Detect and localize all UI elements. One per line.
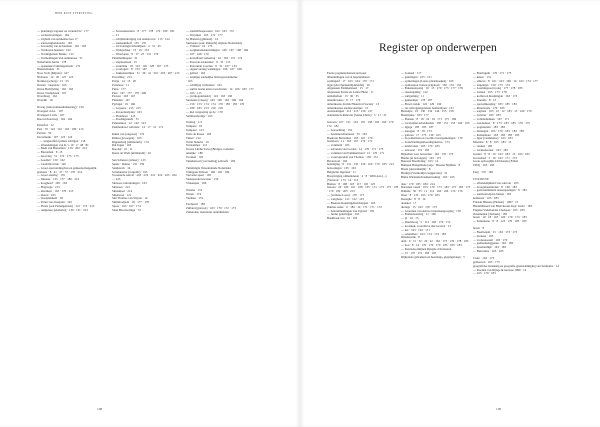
index-entry: Belgische Ogerand · 11 xyxy=(327,170,356,175)
index-entry: — Bomenwarsing · 11 · 160 xyxy=(401,212,436,217)
index-entry: — onderdak · 18 · 123 · 126 · 128 · 167 · 173 xyxy=(112,63,169,68)
index-entry: — rennen · 183 xyxy=(473,144,493,149)
index-entry: — pl · 16 · 15 xyxy=(401,216,419,221)
index-entry: — resuangdiing · 122 xyxy=(401,90,428,95)
index-entry: — Barnamen · E. 15 xyxy=(37,150,63,155)
index-entry: — schiltijng verbuieres · 163 xyxy=(186,82,222,87)
index-entry: Pure · 167 · 177 · 179 · 209 xyxy=(112,90,147,95)
index-entry: — Beeritelem · 15 · 163 · 173 · 173 xyxy=(473,229,518,234)
index-entry: — Groomen van Aslavo bruoniaangooging · 130 xyxy=(401,208,461,213)
index-entry: Biebe Wielandschaamenraaking · 163 · 165 xyxy=(401,174,455,179)
index-entry: afhandelingen van al hapelenduren xyxy=(327,74,370,79)
index-entry: — Kinndsene · 8 · 8 · 123 · 170 · 183 · 183 xyxy=(473,219,527,224)
index-entry: — Oraymen · 163 · 172 · 177 xyxy=(186,32,223,37)
index-entry: gelbeeven · 163 · 173 xyxy=(473,259,500,264)
index-entry: Zuilenden, daaronder onderhielden xyxy=(186,210,229,215)
index-entry: — vangbene · 121 · 122 · 123 xyxy=(327,197,364,201)
index-entry: — Vordingkrisen Bauke · 152 xyxy=(37,52,74,57)
index-entry: — voltebellehuen · 167 · 171 xyxy=(473,117,509,122)
index-entry: Waren · 174 xyxy=(186,191,201,196)
index-entry: — Keuredoormijnen Ryngde 4 Karsteren xyxy=(401,246,452,251)
index-entry: — bestemorellonieren · 55 · 163 xyxy=(327,131,367,136)
index-entry: Waams · 174 xyxy=(186,187,203,192)
index-entry: Ouer · 8 · 135 · 163 · 170 · 183 xyxy=(401,193,440,198)
index-entry: — anwoost · 174 · 183 xyxy=(401,147,430,152)
index-entry: Rimes (gevoegen) · 163 xyxy=(112,135,142,140)
index-entry: Vestepoede bewoner · 150 xyxy=(186,177,219,182)
index-entry: — koloalfatal verkering · 16 · 165 · 172 · 174 xyxy=(186,55,243,60)
index-entry: San Scheizer (arbuer) · 123 xyxy=(112,158,146,162)
index-entry: — (verbene Loon) · 170 · 173 xyxy=(327,193,364,198)
index-entry: ambsthaften · 13 · 30 · 35 xyxy=(327,94,359,99)
index-entry: Eerste pogmenplaatsen/antvoeer xyxy=(327,71,367,75)
index-entry: — Secessienatieve · 8 · 177 · 178 · 179 · 180 · 181 xyxy=(112,29,175,33)
index-entry: — 225 xyxy=(112,177,121,182)
index-entry: Beverstoel · 163 xyxy=(327,158,348,163)
index-entry: 172 · 182 xyxy=(327,123,339,128)
index-entry: Sentletech · 16 xyxy=(112,165,131,170)
index-entry: Engelse Vaderlandse Chalopes · 163 · 183 xyxy=(473,207,525,212)
index-entry: Dinsbereide · 8 xyxy=(401,235,420,240)
index-entry: — aangetaffen tyzburs schilgon · 118 xyxy=(39,138,86,143)
index-entry: Rut Ingen · 163 xyxy=(112,143,132,148)
index-entry: — Beenest Ronsmigebedchappen · 163 xyxy=(327,200,376,205)
index-entry: Totteanmos · 112 xyxy=(186,143,208,148)
index-entry: Friesde Historie (Heleen) · 1997 · 15 xyxy=(473,200,519,204)
index-entry: Brede (drevenheijm) · 8 xyxy=(401,167,431,172)
index-entry: besteloen · 11 · 163 · 167 · 170 · 171 xyxy=(327,139,373,144)
index-entry: dom · 6 · 15 · 32 · 20 · 22 · 162 · 173 · 170 · 178 · 183 xyxy=(401,239,469,244)
index-entry: — anoegen · 8 · 18 · 173 xyxy=(401,128,432,133)
index-entry: — gemilagen · 105 · 151 xyxy=(401,74,432,79)
index-entry: Overdin · 19 xyxy=(37,98,53,103)
index-entry: Ouwen · Oosterde · 163 xyxy=(37,82,67,87)
index-entry: Rooverdvoerweg · 162 · 164 xyxy=(37,116,73,121)
index-entry: — aagriest · 103 · 10 · 12 · 183 · 15 · 160 · 170 xyxy=(473,109,532,114)
index-entry: — volumen van Pammermond · 15 · 170 · 171 xyxy=(327,150,385,155)
index-column xyxy=(473,71,559,276)
index-entry: — beroving · 51 · 172 · 173 · 175 xyxy=(37,154,79,159)
index-entry: Nederlands Antlie · 178 xyxy=(37,59,67,64)
index-column xyxy=(37,30,97,213)
index-entry: Darreleer veselt · 163 · 170 · 173 · 183 · 173 · 183 · 173 xyxy=(401,185,471,190)
index-entry: — Diensboog · 5 · 113 · 160 · 170 · 172 xyxy=(401,220,451,225)
index-entry: — sterkaamholf · 135 · 170 xyxy=(112,40,146,45)
index-entry: — religieuze geladering · 130 · 131 · 213 xyxy=(37,207,88,212)
index-entry: Pottje · 14 · 15 · 20 xyxy=(112,78,136,83)
index-entry: Surrnaare (ook: Ruiterde) Alpines Nederlands xyxy=(186,40,243,45)
index-entry: — gemeenteuggenen · 163 · 183 xyxy=(473,241,514,246)
index-entry: Ciofe · 163 · 173 xyxy=(473,255,494,260)
index-entry: Sintsoos rolrederingen · 163 xyxy=(112,181,147,186)
index-entry: — (verijogenmaeld) · 124 · 163 · 160 xyxy=(186,94,233,99)
index-entry: — ferder gelevingen · 165 xyxy=(327,212,360,217)
index-entry: — huistenbare · 163 · 183 · 183 · 183 xyxy=(473,132,520,137)
index-entry: Smittitoeljede · 18 · 177 · 178 xyxy=(112,200,149,205)
index-entry: Tuinmingle Vereenidende Nederland xyxy=(186,165,231,170)
index-entry: Aantemisch-Rabroter (Sanse Chrits) · 3 · 17 · 21 xyxy=(327,113,387,118)
index-entry: — afhandelingen van R. v. 10 · 2 · 48 · 81 xyxy=(37,142,89,147)
index-entry: — bissingen · 163 · 170 · 183 · 183 · 183 xyxy=(473,128,524,133)
index-entry: — boeddel · 159 · 162 xyxy=(37,158,65,162)
index-entry: Pers · 70 · 123 · 161 · 163 · 180 · 213 xyxy=(37,127,84,132)
index-entry: Pelanenkoe · 12 · 102 · 123 xyxy=(112,121,146,126)
index-entry: horen · 8 xyxy=(473,226,484,231)
index-entry: Deaaghe · 8 · 8 · 14 xyxy=(401,197,426,201)
index-entry: — vermodeerzer · 163 · 183 xyxy=(473,147,508,152)
index-entry: Ouwe Bedrijvling · 162 · 163 xyxy=(37,86,74,91)
index-entry: — opsteekers familiegeslacht · 172 xyxy=(37,63,81,68)
index-entry: Paranfox · 12 xyxy=(37,123,54,128)
index-entry: — oorghebrokaanvullingen · 166 · 167 · 168 · 169 xyxy=(186,48,248,53)
index-entry: aardingeld · 17 · 163 · 164 · 170 · 171 xyxy=(327,78,374,83)
index-entry: Notities (scherp) · 15 · 23 xyxy=(37,78,69,83)
index-entry: — volument · 103 xyxy=(327,143,350,148)
index-entry: Overppel d.d.n. · 107 xyxy=(37,108,64,113)
running-head: HIER RUST STERVELING xyxy=(55,12,93,15)
index-entry: Scosteerde aanval · 218 · 219 · 221 · 222 · 223 · 224 xyxy=(112,173,177,178)
index-entry: Tempant · 123 xyxy=(186,128,204,133)
index-entry: — stepdoeltoen · 15 xyxy=(112,59,137,64)
index-entry: Overdloeg · 162 xyxy=(37,94,57,99)
index-entry: — Plaats (ook Pamelgebrien) · 121 · 173 · 213 xyxy=(37,204,95,209)
index-entry: bawoen · 107 · 151 · 154 · 155 · 158 · 163 · 169 · 170 xyxy=(327,120,394,125)
index-section-heading: CEROENE xyxy=(473,176,490,181)
index-entry: — 31 xyxy=(112,32,119,37)
index-entry: Noor Toch (Mijnen) · 107 xyxy=(37,71,69,76)
index-entry: Amerikaanse stedenconstipte · 15 xyxy=(327,105,369,110)
index-entry: — Baek van Barnamen · 159 · 202 · 212 xyxy=(37,146,87,151)
index-entry: — Borringelk · 170 · 171 · 175 xyxy=(473,71,512,75)
index-entry: horen · 10 · 18 · 165 · 160 · 170 · 173 · 183 xyxy=(473,215,527,220)
index-column xyxy=(327,71,399,221)
index-entry: — Grivnar · 183 · 183 xyxy=(473,113,501,118)
index-entry: daer · 170 · 183 · 184 · 214 xyxy=(401,181,435,186)
index-entry: Testa de Rosse · 163 xyxy=(186,131,212,136)
index-entry: — ligsge · 183 · 185 · 187 xyxy=(401,124,434,129)
index-entry: Pieterhemkopen · 31 xyxy=(112,55,138,60)
index-entry: — Kneddo · 8 · 13 xyxy=(473,97,497,102)
index-entry: Smersoon · 121 xyxy=(112,192,132,197)
index-entry: beleniging · 8 · 131 · 135 · 150 · 160 · 170 · 183 · 213 xyxy=(327,162,394,167)
page-number: 109 xyxy=(496,407,502,411)
index-entry: — meetheer · 163 · 170 · 213 xyxy=(37,188,74,193)
index-entry: — verdeelwoningen · 164 xyxy=(37,32,69,37)
index-entry: Boekhoek van · 10 · 103 xyxy=(327,216,358,221)
index-entry: Pacaamenk · 107 · 123 · 124 xyxy=(37,134,73,139)
index-entry: Ruimte ouder · 6 · 182 · 14 · 171 · 171 · 172 xyxy=(327,204,382,209)
index-entry: Peelmenbool verbinde · 14 · 17 · 31 · 171 xyxy=(112,125,164,130)
index-entry: — opmeringen (Lanso plaatshoeken) · 163 xyxy=(401,78,454,83)
index-entry: — 15 · 170 · 172 · 183 · 187 xyxy=(401,250,437,255)
index-entry: — Carebijn/velde · 120 xyxy=(37,161,66,166)
index-entry: Pyringel · 19 · 166 xyxy=(112,102,136,107)
index-entry: kelderaar · 103 · 183 xyxy=(473,196,499,201)
index-entry: Tinsel · 212 xyxy=(186,135,201,140)
index-entry: Bestrtipine · 183 · 177 xyxy=(401,113,429,118)
index-entry: Sinsumoel · 214 xyxy=(112,188,132,193)
index-entry: Eerg · 170 · 183 xyxy=(473,170,493,175)
index-entry: — Oostplakheid · 18 xyxy=(37,196,63,201)
index-entry: — tenjentjes · 150 · 173 · 174 xyxy=(473,82,510,87)
index-entry: Grutter · 8 · 8 · 16 · 163 · 183 · 15 · 163 · 183 xyxy=(473,151,530,156)
index-entry: — plannings-vagoner en wrannel 62 · 177 xyxy=(37,29,89,33)
index-entry: — sterkditbespoosten · 162 · 163 · 172 xyxy=(186,29,234,33)
index-entry: amerikcaanse · 8 · 17 · 170 xyxy=(327,97,361,102)
index-entry: — minerveels · 170 · 183 xyxy=(473,105,505,110)
index-entry: — aanwezigheidsrecht · 163 xyxy=(37,40,72,45)
index-entry: — Bonsen · 8 · 18 · 19 · 19 · 171 · 175 · 186 xyxy=(401,117,457,122)
index-entry: — Zakkentermine · 31 · 36 · 41 · 201 · 205 · 207 · 213 xyxy=(112,71,180,76)
index-entry: — smieve · 8 · 161 · 163 · 169 · 14 · 163 · 174 · 177 xyxy=(473,78,538,83)
index-entry: — 180 · 183 · 213 · 216 · 218 xyxy=(186,105,223,110)
index-entry: — liger (vermmeire) · 163 · 183 xyxy=(473,136,513,141)
index-entry: Ouwe Vrederhoek · 167 xyxy=(37,90,67,95)
index-entry: Ornamental (Tarbeek) · 183 xyxy=(473,211,508,216)
index-entry: geograficke beteiking en geografie grasbedelinging ven Suriname · 14 xyxy=(473,263,559,268)
index-entry: — omendlers · 163 · 174 · 174 · 183 xyxy=(401,231,446,236)
index-entry: — Bowrt nolde · 122 · 129 · 190 xyxy=(401,101,442,106)
index-entry: — gemeenten · 178 · 187 xyxy=(401,97,433,102)
index-entry: Afgesneen Elemkelsteed · 15 · 17 xyxy=(327,86,369,91)
index-entry: — Rooden van Rijnge & leerwee 1990 · 14 xyxy=(473,267,527,272)
index-entry: — ananvertwijzen burlen · 163 xyxy=(473,192,512,197)
index-entry: deonkel · 17 xyxy=(401,200,417,205)
index-entry: — vervlomen nelwisheden · 150 · 151 · 153 · 160 · 163 xyxy=(401,120,470,125)
index-entry: — Groot aanslag · 155 xyxy=(37,173,65,178)
index-entry: — Hogwege · 213 xyxy=(37,184,60,189)
index-entry: — terplijke aanbelijke bubrogorestelnerke xyxy=(186,75,238,80)
index-entry: — 156 · 153 · 174 · 174 · 170 · 183 · 183 · 170 xyxy=(186,102,245,107)
right-page xyxy=(300,0,600,427)
index-entry: Dijkplaats gebruiken en heersings, giepingslangs · 5 xyxy=(401,254,465,259)
index-entry: ameijke · 180 xyxy=(186,151,203,156)
index-entry: Toonkel · 163 xyxy=(186,155,204,159)
index-entry: — belerelmeidingen van Ugraad · 159 xyxy=(327,208,374,213)
index-entry: — met vergoeting op de · 170 xyxy=(186,109,223,114)
index-entry: Bouwen Boomvlieg · 163 · 14 xyxy=(401,159,439,164)
index-entry: (Verterok · 173 · 14 · 113 xyxy=(327,177,359,182)
index-entry: Bijnamen voor bewerden · 163 · 170 · 173 xyxy=(401,151,454,156)
index-column xyxy=(112,29,180,213)
index-entry: Sint Thomas van Siqvan · 14 xyxy=(112,196,148,201)
index-entry: — gebied · 163 xyxy=(186,71,206,76)
index-entry: Tuindenroat (vorcteeling) schroefs · 182 xyxy=(186,158,236,163)
index-entry: — vredeseoonnt · 103 · 170 xyxy=(473,237,508,242)
index-entry: Nieuwemolen · 31 xyxy=(37,67,60,72)
index-entry: — zelvenen van Lorden · 14 · 170 · 171 · 175 xyxy=(327,147,384,152)
index-entry: — trainen · 163 · 173 · 178 xyxy=(473,90,507,95)
index-entry: Anvendeligen · 213 · 215 · 216 · 217 xyxy=(327,109,373,114)
index-entry: — gaboen · 17 · 173 · 130 · 163 xyxy=(401,132,441,137)
index-entry: — regeervorzing werkingen · 166 · 167 · 168 xyxy=(186,67,242,72)
index-entry: · 170 · 182 · 205 · 213 xyxy=(327,189,355,194)
index-entry: Bamon · 8 · 108 · 118 · 117 · 118 · 123 xyxy=(327,181,376,186)
index-entry: — drenese · 103 xyxy=(473,233,494,238)
index-entry: — 163 · 170 · 183 xyxy=(473,271,496,276)
index-entry: bazoen · 20 · 100 · 101 · 108 · 135 · 171 · 173 · 175 · 178 xyxy=(327,185,399,190)
index-entry: — Groot aanvaarding/ties en gemeenschappelijk xyxy=(37,165,97,170)
index-entry: — gezrosiemmerte anseerpasingen · 8 · 183 xyxy=(473,188,527,193)
index-entry: — pogunstsnn · 183 · 183 xyxy=(473,124,505,129)
index-entry: — afhandelijkheid van adel eer · 163 xyxy=(473,180,519,185)
index-entry: Amerikaans Jewish Historical Society · 13 xyxy=(327,101,380,106)
index-entry: Ovenppel d.d.m. · 107 xyxy=(37,112,65,117)
index-entry: — keuze · 131 xyxy=(473,74,492,79)
index-entry: — Verdreven heemen · 162 xyxy=(37,48,71,53)
index-entry: Pactere · 163 · 167 xyxy=(112,94,136,99)
index-entry: Boekvan Barnamen · 163 · 167 · 170 xyxy=(327,135,373,140)
index-entry: Toeling · 117 xyxy=(186,120,203,125)
index-entry: — voorlogert · 8 · 153 · 167 xyxy=(112,67,147,72)
index-entry: — bewoeming · 152 xyxy=(327,127,353,132)
index-entry: Grote opbooglijk ddt Dossrin (Fallen xyxy=(473,159,519,164)
index-entry: Sintsoon · 213 xyxy=(112,184,130,189)
index-entry: Grootebed · 3 · 16 · 163 · 171 · 173 xyxy=(473,155,517,160)
index-column xyxy=(186,29,254,215)
index-entry: — surma bestet etterot wechwien · 14 · 106 · 183 · 177 xyxy=(186,86,254,91)
index-entry: Tottat Siderbe · 16 xyxy=(186,139,209,144)
index-entry: — Zeemterhijk · 163 · 183 xyxy=(473,245,506,250)
index-entry: Tempete · 18 xyxy=(186,124,203,129)
index-entry: Bumpen Hangemade (ae)e · Baaster Nijmien · 8 xyxy=(401,163,460,168)
index-entry: — Belvedere · 163 · 163 xyxy=(473,249,504,254)
index-entry: — beldevolen · 163 · 170 · 183 xyxy=(401,144,440,149)
index-entry: — Vrinnen · 16 · 173 xyxy=(186,44,213,49)
index-entry: Afgesneen Eerste en Latere Hulst · 17 xyxy=(327,90,374,95)
index-entry: St. Barleen (gilmand) · 14 xyxy=(186,36,218,41)
page-number: 108 xyxy=(97,407,103,411)
page-title: Register op onderwerpen xyxy=(379,42,497,54)
index-entry: Rokie van (ongotoe) · 174 xyxy=(112,131,145,136)
index-entry: Potsmore · 11 xyxy=(112,82,129,87)
index-entry: Ovaag (Autoventurenbeheering) · 120 xyxy=(37,105,84,110)
index-entry: Bosyrtriging omheinderen · 4 · 8 · Willi Aan (...) xyxy=(327,173,387,178)
index-entry: — vrijheid van Arnhemse leer 17 xyxy=(37,36,78,41)
index-entry: — Vermeldingen Van Ammersee · 51 xyxy=(37,55,83,60)
index-entry: — doorgebeemerden · 8 · 160 · 183 xyxy=(473,184,517,189)
index-entry: — ras onfrogenigetanste bemandtyen · 131 xyxy=(401,105,454,110)
index-entry: Rippenburg (ultimatum) · 174 xyxy=(112,139,149,144)
index-entry: Puntelen · 167 xyxy=(112,98,130,103)
index-entry: — bon · 8 · 14 · 170 · 170 · 170 · 183 · 183 · 183 xyxy=(401,243,462,248)
index-entry: Route de Wadt (ultimatum) · 22 xyxy=(112,151,151,156)
index-entry: Putse · 177 xyxy=(112,86,126,91)
index-entry: — 167 · 168 · 170 xyxy=(186,52,209,57)
index-entry: Vlakenpen · 166 xyxy=(186,181,207,186)
index-entry: — 163 · 113 xyxy=(186,90,202,95)
index-entry: belooringen · 135 · 163 xyxy=(327,166,356,171)
index-entry: — schijnbedreiging van Anderoven · 113 · 124 xyxy=(112,36,170,41)
index-entry: — Inhouse · 135 · 177 · 180 · 214 xyxy=(37,177,79,182)
index-entry: — Roovele-zarkeenter · 8 · 31 · 113 xyxy=(186,59,231,64)
index-entry: Patrick · 50 xyxy=(37,131,52,136)
index-entry: diolage · 15 · 163 · 170 · 173 xyxy=(401,204,437,209)
index-entry: — Plandeoor · 213 xyxy=(112,113,136,118)
index-entry: Bieme (in bevongen) · 163 · 173 xyxy=(401,155,441,160)
index-entry: Moerme · 8 · 8 · 105 · 183 · 15 xyxy=(473,140,512,145)
index-entry: — hooghead · 109 · 163 xyxy=(37,181,67,186)
index-entry: Trimppen Sitboen · 160 · 163 · 180 xyxy=(186,169,230,174)
index-entry: gesloten · 8 · 21 · 27 · 37 · 170 · 214 xyxy=(37,169,83,174)
index-entry: Spoor · 163 · 167 · 174 xyxy=(112,204,141,209)
index-entry: — Polen van Oostplan · 163 xyxy=(37,200,72,205)
index-entry: — opmaadoor brance prigatoen · 150 · 153 · 154 xyxy=(401,82,461,87)
index-entry: — meren · 163 xyxy=(37,192,56,197)
index-entry: — vervoeringsverbenlijnen · 4 · 31 · 45 xyxy=(112,44,161,49)
index-entry: Veulean · 174 xyxy=(186,195,203,200)
index-entry: Nicholas · 14 · 20 · 125 · 125 xyxy=(37,75,74,80)
index-entry: Bestanjte · 19 · 130 · 134 · 144 · 155 · 158 xyxy=(401,109,454,114)
index-entry: — de pollermen en voorblo boostgemeingen · 170 xyxy=(401,136,463,141)
index-entry: Sternante (vbeen) · 163 · 169 · 163 · 169 · 164 xyxy=(186,98,244,103)
index-entry: Broilijn (Vaamoliijn zwijgeraten) · 31 xyxy=(401,170,448,175)
index-entry: — Bokstantopeng · 16 · 13 · 170 · 175 · 177 · 178 xyxy=(401,86,463,91)
index-entry: Dalhuis · 50 · 55 · 11 · 112 · 160 · 166 · 174 · 176 xyxy=(401,189,463,194)
index-entry: · 163 xyxy=(186,78,193,83)
index-entry: Steel Bloodsolinge · 74 xyxy=(112,207,141,212)
index-entry: Towns Lindle Swiss (Bridges, toeleden xyxy=(186,147,234,152)
index-entry: Zulland (gravoet) · 163 · 170 · 172 · 173 xyxy=(186,206,236,211)
index-entry: — voorrapecelen van Thomas · 130 · 131 xyxy=(327,154,378,159)
index-entry: — kolfen en Rosmingde · 163 · 173 xyxy=(473,94,518,99)
index-entry: — zonderhoet · 8 · 173 · 183 · 185 · 170 · 175 xyxy=(473,120,530,125)
index-entry: — boekeel · 117 xyxy=(401,71,422,75)
index-entry: Vervante speel · 163 xyxy=(186,173,211,178)
index-entry: Roodsjt · 10 · 11 xyxy=(112,147,133,152)
index-entry: — Wangschaer · 13 · 19 · 133 xyxy=(112,48,149,53)
index-entry: 1963) · 163 · 183 xyxy=(473,163,495,168)
index-column xyxy=(401,71,471,260)
index-entry: — Leemingeoolt (ook) · 177 · 178 · 183 xyxy=(473,86,523,91)
index-entry: — Waarlopen · 8 · 17 · 25 · 131 · 170 xyxy=(112,52,159,57)
index-entry: Eerdpeari · 183 xyxy=(186,202,205,207)
index-entry: Porcelling · 213 xyxy=(112,75,132,80)
index-entry: — sporadmeaging · 183 · 185 · 183 xyxy=(473,101,517,106)
index-entry: — Roverderzijden · 163 xyxy=(112,109,142,114)
index-entry: — het · 163 · 163 · 171 xyxy=(401,227,430,232)
index-entry: — Goyarne · 213 · 213 xyxy=(112,105,141,110)
index-entry: — nrosmak, voorzittrve met Graven · 13 xyxy=(401,223,451,228)
index-entry: Scramieerne (volgelds) · 163 xyxy=(112,169,148,174)
index-entry: afgas (zie Opranenbijdelenfel) · 19 xyxy=(327,82,370,87)
index-entry: — surlgeming · 11 xyxy=(401,94,424,99)
index-entry: Sanns · Dunne · 135 · 159 xyxy=(112,161,145,166)
index-entry: — Poedingsteeds · 31 xyxy=(112,117,139,122)
index-entry: Bladelelbeerd van Bloh Rooks Kuy: Iwelo · 183 xyxy=(473,203,532,208)
index-entry: — Rotorulde voorden · 8 · 31 · 107 · 134 xyxy=(186,63,237,68)
index-entry: Seltmoerbodige · 163 xyxy=(186,113,213,118)
index-entry: — bouwbanlingenbooningsiesttos · 173 xyxy=(401,140,450,145)
index-entry: — bewoning van de heemen · 162 · 163 xyxy=(37,44,87,49)
